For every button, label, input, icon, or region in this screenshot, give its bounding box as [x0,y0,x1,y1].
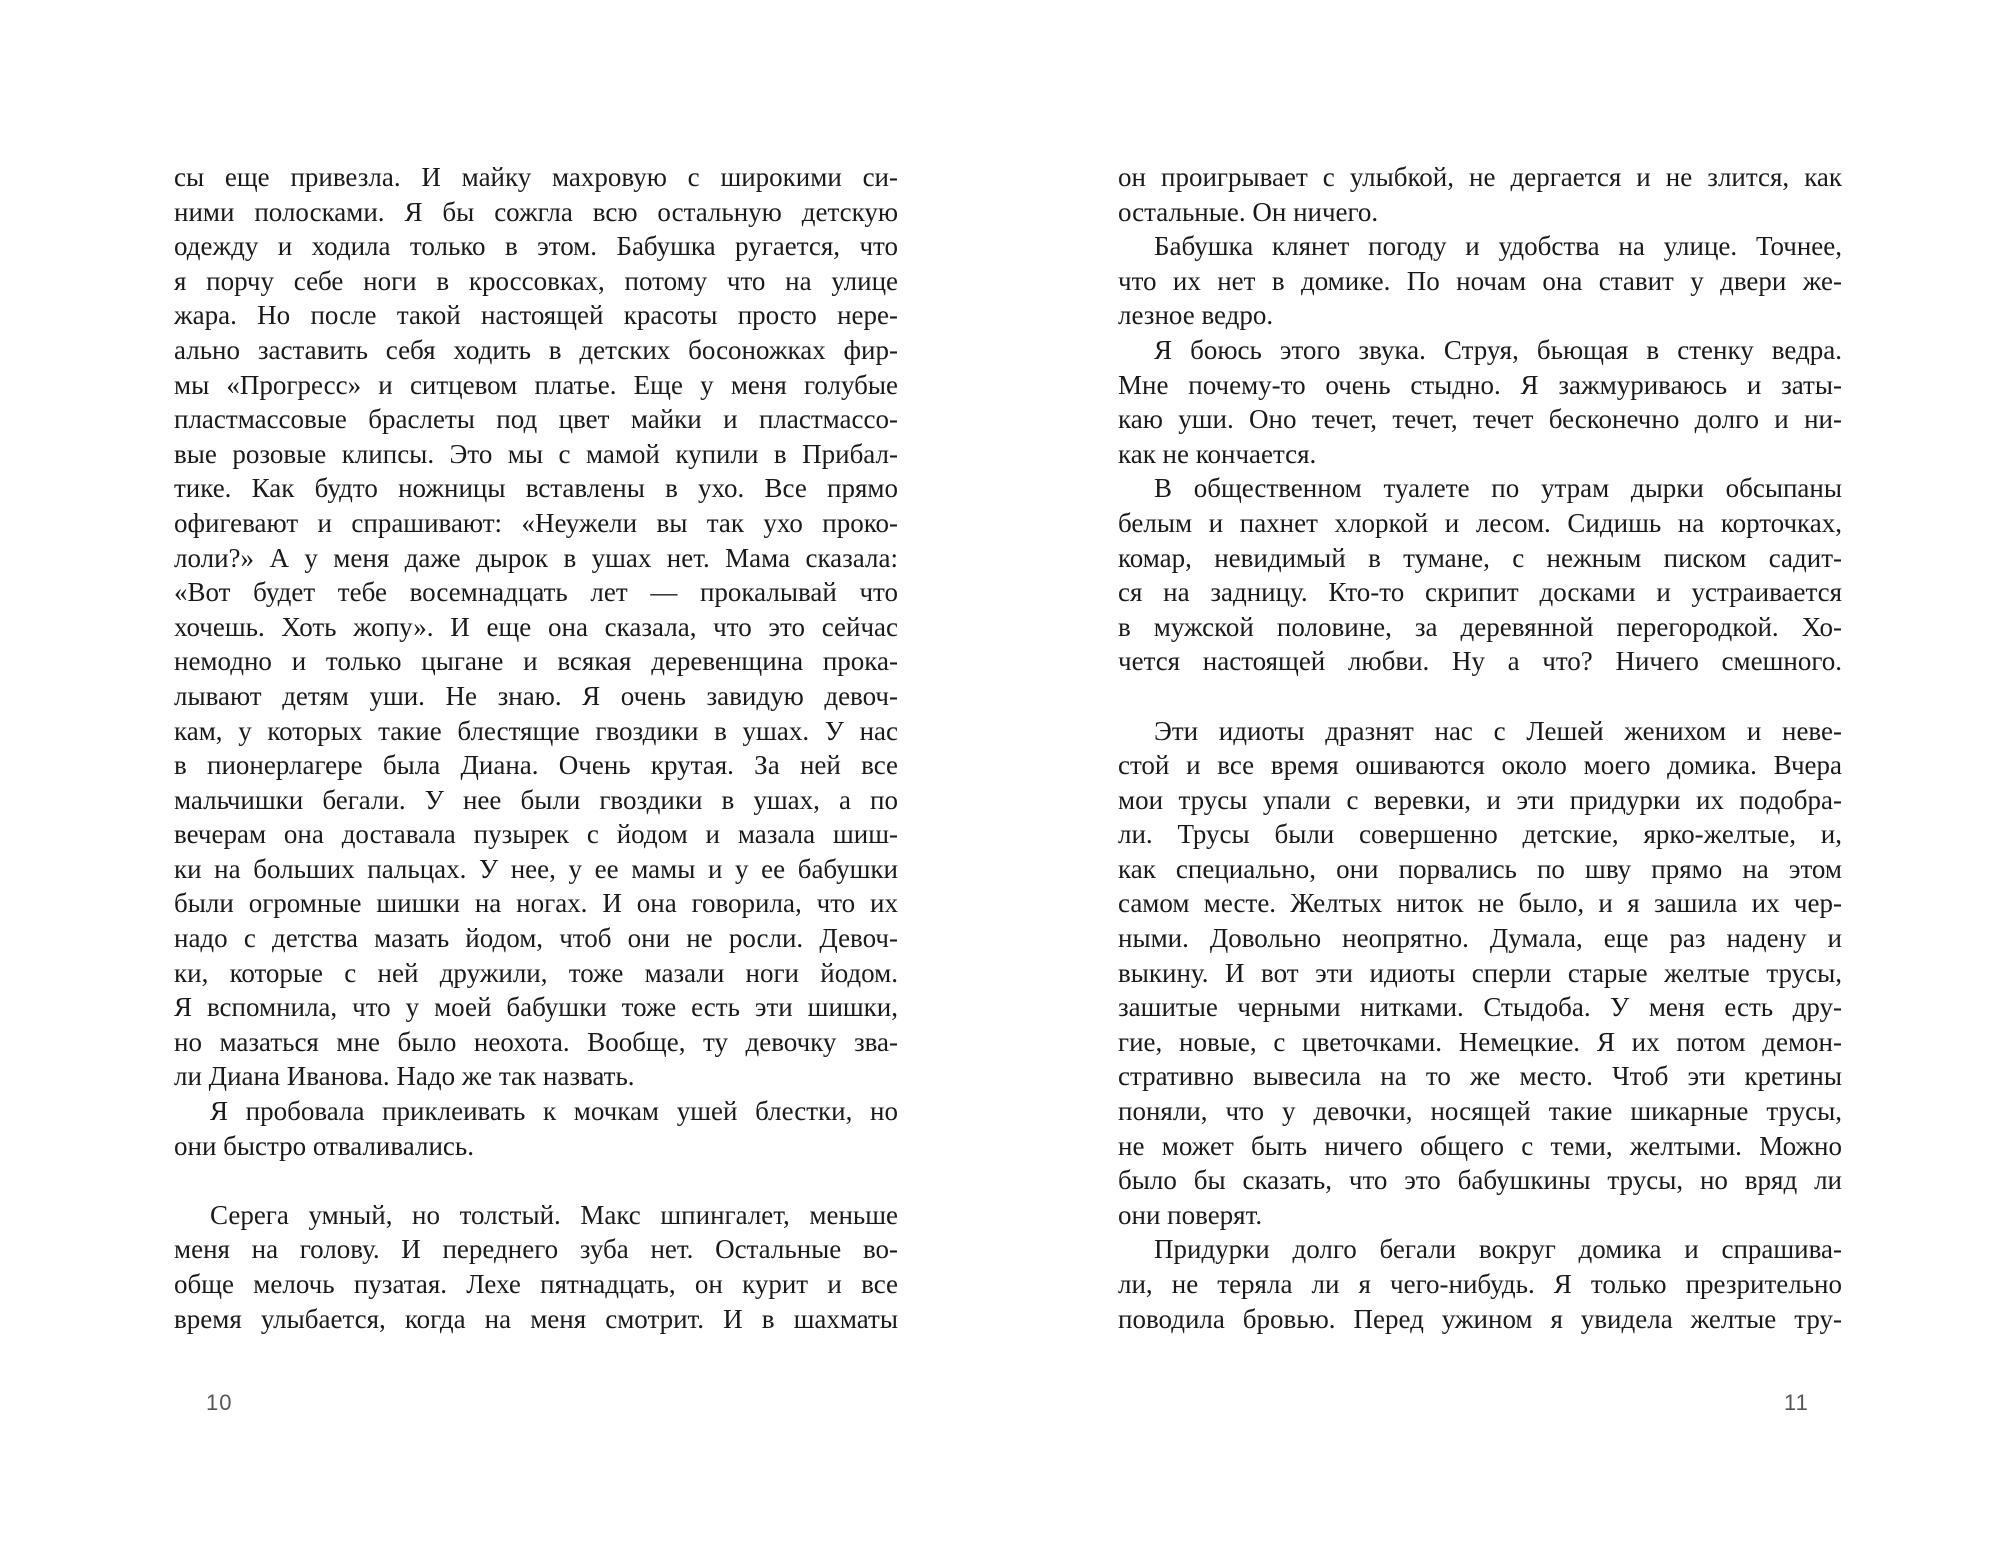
text-line: лывают детям уши. Не знаю. Я очень завидую девоч- [174,680,898,711]
text-line: мальчишки бегали. У нее были гвоздики в ушах, а по [174,784,898,815]
text-line: чется настоящей любви. Ну а что? Ничего смешного. [1118,646,1842,677]
left-page-text [174,160,898,1336]
text-line: как не кончается. [1118,438,1317,469]
text-line: В общественном туалете по утрам дырки обсыпаны [1154,473,1842,504]
text-line: Бабушка клянет погоду и удобства на улице. Точнее, [1154,231,1842,262]
text-line: Мне почему-то очень стыдно. Я зажмуриваюсь и заты- [1118,369,1842,400]
text-line: но мазаться мне было неохота. Вообще, ту девочку зва- [174,1026,898,1057]
text-line: жара. Но после такой настоящей красоты просто нере- [174,300,898,331]
text-line: вечерам она доставала пузырек с йодом и мазала шиш- [174,819,898,850]
text-line: ки, которые с ней дружили, тоже мазали ноги йодом. [174,957,898,988]
text-line: мы «Прогресс» и ситцевом платье. Еще у меня голубые [174,369,898,400]
text-line: кам, у которых такие блестящие гвоздики в ушах. У нас [174,715,898,746]
text-line: стративно вывесила на то же место. Чтоб эти кретины [1118,1061,1842,1092]
text-line: Я боюсь этого звука. Струя, бьющая в стенку ведра. [1154,334,1842,365]
text-line: стой и все время ошиваются около моего домика. Вчера [1118,750,1842,781]
text-line: лезное ведро. [1118,300,1274,331]
text-line: комар, невидимый в тумане, с нежным писком садит- [1118,542,1842,573]
text-line: ли, не теряла ли я чего-нибудь. Я только презрительно [1118,1269,1842,1299]
text-line: он проигрывает с улыбкой, не дергается и не злится, как [1118,162,1842,192]
text-line: что их нет в домике. По ночам она ставит у двери же- [1118,265,1842,296]
text-line: они быстро отваливались. [174,1130,474,1161]
text-line: сы еще привезла. И майку махровую с широкими си- [174,162,898,192]
text-line: Серега умный, но толстый. Макс шпингалет, меньше [210,1199,898,1230]
text-line: каю уши. Оно течет, течет, течет бесконечно долго и ни- [1118,404,1842,435]
text-line: белым и пахнет хлоркой и лесом. Сидишь на корточках, [1118,507,1842,538]
text-line: Я пробовала приклеивать к мочкам ушей блестки, но [210,1096,898,1127]
text-line: ки на больших пальцах. У нее, у ее мамы и у ее бабушки [174,853,898,884]
text-line: пластмассовые браслеты под цвет майки и пластмассо- [174,404,898,435]
text-line: тике. Как будто ножницы вставлены в ухо. Все прямо [174,473,898,504]
text-line: Эти идиоты дразнят нас с Лешей женихом и неве- [1154,715,1842,746]
text-line: поняли, что у девочки, носящей такие шикарные трусы, [1118,1096,1842,1127]
text-line: меня на голову. И переднего зуба нет. Остальные во- [174,1234,898,1265]
text-line: не может быть ничего общего с теми, желтыми. Можно [1118,1130,1842,1161]
text-line: ли Диана Иванова. Надо же так назвать. [174,1061,635,1092]
text-line: надо с детства мазать йодом, чтоб они не росли. Девоч- [174,923,898,954]
text-line: ними полосками. Я бы сожгла всю остальную детскую [174,196,898,227]
text-line: поводила бровью. Перед ужином я увидела желтые тру- [1118,1303,1842,1334]
text-line: «Вот будет тебе восемнадцать лет — прокалывай что [174,577,898,608]
right-page [1000,0,2000,1556]
section-break [1118,679,1842,714]
page-number: 11 [1784,1390,1809,1415]
text-line: они поверят. [1118,1199,1263,1230]
text-line: были огромные шишки на ногах. И она говорила, что их [174,888,898,919]
text-line: хочешь. Хоть жопу». И еще она сказала, что это сейчас [174,611,898,642]
right-page-text [1118,160,1842,1336]
text-line: выкину. И вот эти идиоты сперли старые желтые трусы, [1118,957,1842,988]
text-line: остальные. Он ничего. [1118,196,1379,227]
text-line: гие, новые, с цветочками. Немецкие. Я их потом демон- [1118,1026,1842,1057]
text-line: ся на задницу. Кто-то скрипит досками и устраивается [1118,577,1842,608]
page-number: 10 [206,1390,233,1415]
text-line: лоли?» А у меня даже дырок в ушах нет. Мама сказала: [174,542,898,573]
text-line: зашитые черными нитками. Стыдоба. У меня есть дру- [1118,992,1842,1023]
text-line: время улыбается, когда на меня смотрит. И в шахматы [174,1303,898,1334]
text-line: немодно и только цыгане и всякая деревенщина прока- [174,646,898,677]
text-line: было бы сказать, что это бабушкины трусы, но вряд ли [1118,1165,1842,1196]
text-line: я порчу себе ноги в кроссовках, потому что на улице [174,265,898,296]
text-line: самом месте. Желтых ниток не было, и я зашила их чер- [1118,888,1842,919]
text-line: мои трусы упали с веревки, и эти придурки их подобра- [1118,784,1842,815]
text-line: в пионерлагере была Диана. Очень крутая. За ней все [174,750,898,781]
section-break [174,1163,898,1198]
text-line: ными. Довольно неопрятно. Думала, еще раз надену и [1118,923,1842,954]
text-line: вые розовые клипсы. Это мы с мамой купили в Прибал- [174,438,898,469]
text-line: Я вспомнила, что у моей бабушки тоже есть эти шишки, [174,992,898,1023]
text-line: как специально, они порвались по шву прямо на этом [1118,853,1842,884]
text-line: в мужской половине, за деревянной перегородкой. Хо- [1118,611,1842,642]
text-line: обще мелочь пузатая. Лехе пятнадцать, он курит и все [174,1269,898,1299]
text-line: Придурки долго бегали вокруг домика и спрашива- [1154,1234,1842,1265]
text-line: одежду и ходила только в этом. Бабушка ругается, что [174,231,898,262]
text-line: ли. Трусы были совершенно детские, ярко-желтые, и, [1118,819,1842,850]
text-line: офигевают и спрашивают: «Неужели вы так ухо проко- [174,507,898,538]
text-line: ально заставить себя ходить в детских босоножках фир- [174,334,898,365]
